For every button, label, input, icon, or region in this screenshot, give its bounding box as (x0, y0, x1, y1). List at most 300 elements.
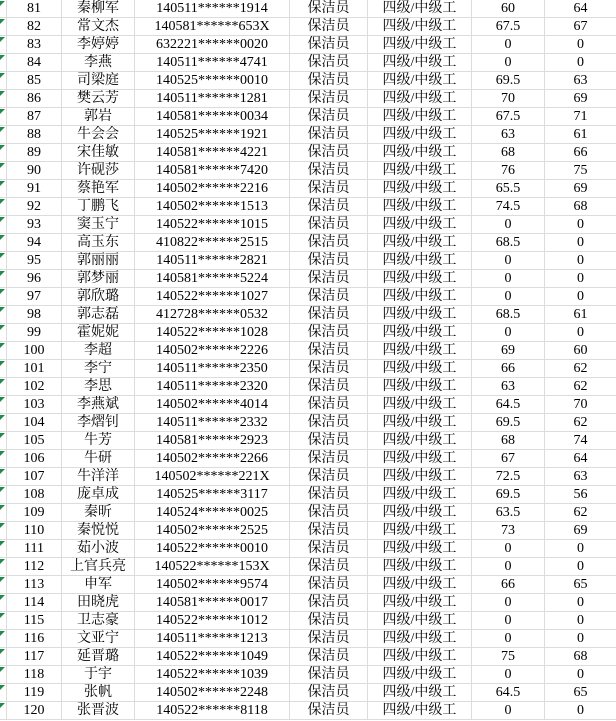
cell-score-1[interactable]: 67.5 (472, 18, 545, 36)
cell-name[interactable]: 李思 (62, 378, 135, 396)
cell-grade[interactable]: 四级/中级工 (368, 648, 472, 666)
cell-row-number[interactable]: 100 (7, 342, 62, 360)
cell-job-title[interactable]: 保洁员 (290, 414, 368, 432)
cell-name[interactable]: 李熠钊 (62, 414, 135, 432)
cell-score-2[interactable]: 0 (545, 252, 616, 270)
cell-row-number[interactable]: 103 (7, 396, 62, 414)
cell-row-number[interactable]: 87 (7, 108, 62, 126)
cell-score-1[interactable]: 0 (472, 666, 545, 684)
error-indicator-cell[interactable] (0, 378, 7, 396)
cell-id-number[interactable]: 140511******1213 (135, 630, 290, 648)
cell-id-number[interactable]: 140581******5224 (135, 270, 290, 288)
cell-name[interactable]: 常文杰 (62, 18, 135, 36)
cell-job-title[interactable]: 保洁员 (290, 18, 368, 36)
cell-job-title[interactable]: 保洁员 (290, 576, 368, 594)
error-indicator-cell[interactable] (0, 594, 7, 612)
cell-row-number[interactable]: 94 (7, 234, 62, 252)
error-indicator-cell[interactable] (0, 306, 7, 324)
cell-id-number[interactable]: 412728******0532 (135, 306, 290, 324)
cell-job-title[interactable]: 保洁员 (290, 612, 368, 630)
cell-row-number[interactable]: 98 (7, 306, 62, 324)
cell-job-title[interactable]: 保洁员 (290, 198, 368, 216)
cell-name[interactable]: 上官兵亮 (62, 558, 135, 576)
cell-row-number[interactable]: 96 (7, 270, 62, 288)
cell-id-number[interactable]: 140511******4741 (135, 54, 290, 72)
cell-score-1[interactable]: 68.5 (472, 306, 545, 324)
cell-grade[interactable]: 四级/中级工 (368, 576, 472, 594)
error-indicator-cell[interactable] (0, 396, 7, 414)
error-indicator-cell[interactable] (0, 234, 7, 252)
cell-name[interactable]: 郭志磊 (62, 306, 135, 324)
cell-name[interactable]: 牛研 (62, 450, 135, 468)
cell-job-title[interactable]: 保洁员 (290, 162, 368, 180)
cell-job-title[interactable]: 保洁员 (290, 360, 368, 378)
cell-score-1[interactable]: 63.5 (472, 504, 545, 522)
error-indicator-cell[interactable] (0, 90, 7, 108)
cell-grade[interactable]: 四级/中级工 (368, 684, 472, 702)
cell-job-title[interactable]: 保洁员 (290, 648, 368, 666)
error-indicator-cell[interactable] (0, 216, 7, 234)
cell-id-number[interactable]: 140522******1028 (135, 324, 290, 342)
cell-name[interactable]: 秦昕 (62, 504, 135, 522)
cell-score-1[interactable]: 70 (472, 90, 545, 108)
error-indicator-cell[interactable] (0, 540, 7, 558)
cell-row-number[interactable]: 102 (7, 378, 62, 396)
cell-job-title[interactable]: 保洁员 (290, 126, 368, 144)
cell-name[interactable]: 郭丽丽 (62, 252, 135, 270)
cell-score-2[interactable]: 0 (545, 540, 616, 558)
cell-score-2[interactable]: 62 (545, 504, 616, 522)
cell-id-number[interactable]: 140511******1281 (135, 90, 290, 108)
cell-job-title[interactable]: 保洁员 (290, 342, 368, 360)
cell-row-number[interactable]: 120 (7, 702, 62, 720)
cell-grade[interactable]: 四级/中级工 (368, 612, 472, 630)
cell-grade[interactable]: 四级/中级工 (368, 72, 472, 90)
cell-score-1[interactable]: 65.5 (472, 180, 545, 198)
cell-id-number[interactable]: 140522******8118 (135, 702, 290, 720)
cell-id-number[interactable]: 140525******0010 (135, 72, 290, 90)
cell-job-title[interactable]: 保洁员 (290, 270, 368, 288)
cell-name[interactable]: 卫志豪 (62, 612, 135, 630)
cell-job-title[interactable]: 保洁员 (290, 144, 368, 162)
cell-row-number[interactable]: 90 (7, 162, 62, 180)
cell-row-number[interactable]: 104 (7, 414, 62, 432)
cell-id-number[interactable]: 140511******1914 (135, 0, 290, 18)
cell-job-title[interactable]: 保洁员 (290, 396, 368, 414)
cell-job-title[interactable]: 保洁员 (290, 594, 368, 612)
cell-score-1[interactable]: 0 (472, 594, 545, 612)
cell-score-1[interactable]: 0 (472, 540, 545, 558)
cell-score-1[interactable]: 63 (472, 378, 545, 396)
cell-id-number[interactable]: 140502******2525 (135, 522, 290, 540)
cell-job-title[interactable]: 保洁员 (290, 702, 368, 720)
cell-row-number[interactable]: 82 (7, 18, 62, 36)
cell-name[interactable]: 窦玉宁 (62, 216, 135, 234)
cell-name[interactable]: 申军 (62, 576, 135, 594)
cell-score-2[interactable]: 69 (545, 180, 616, 198)
cell-score-2[interactable]: 67 (545, 18, 616, 36)
error-indicator-cell[interactable] (0, 108, 7, 126)
cell-score-2[interactable]: 0 (545, 270, 616, 288)
cell-score-2[interactable]: 69 (545, 522, 616, 540)
cell-score-2[interactable]: 65 (545, 576, 616, 594)
cell-score-2[interactable]: 56 (545, 486, 616, 504)
cell-row-number[interactable]: 101 (7, 360, 62, 378)
error-indicator-cell[interactable] (0, 486, 7, 504)
cell-score-2[interactable]: 62 (545, 360, 616, 378)
cell-id-number[interactable]: 140581******4221 (135, 144, 290, 162)
cell-job-title[interactable]: 保洁员 (290, 72, 368, 90)
cell-score-2[interactable]: 61 (545, 306, 616, 324)
error-indicator-cell[interactable] (0, 504, 7, 522)
cell-job-title[interactable]: 保洁员 (290, 666, 368, 684)
cell-row-number[interactable]: 83 (7, 36, 62, 54)
cell-name[interactable]: 司梁庭 (62, 72, 135, 90)
cell-name[interactable]: 高玉东 (62, 234, 135, 252)
cell-grade[interactable]: 四级/中级工 (368, 378, 472, 396)
cell-grade[interactable]: 四级/中级工 (368, 36, 472, 54)
cell-score-1[interactable]: 67 (472, 450, 545, 468)
cell-name[interactable]: 郭岩 (62, 108, 135, 126)
cell-score-2[interactable]: 0 (545, 630, 616, 648)
cell-name[interactable]: 牛芳 (62, 432, 135, 450)
error-indicator-cell[interactable] (0, 702, 7, 720)
error-indicator-cell[interactable] (0, 558, 7, 576)
cell-id-number[interactable]: 140511******2332 (135, 414, 290, 432)
cell-id-number[interactable]: 632221******0020 (135, 36, 290, 54)
cell-score-1[interactable]: 0 (472, 252, 545, 270)
cell-job-title[interactable]: 保洁员 (290, 306, 368, 324)
cell-id-number[interactable]: 140511******2320 (135, 378, 290, 396)
cell-grade[interactable]: 四级/中级工 (368, 180, 472, 198)
cell-grade[interactable]: 四级/中级工 (368, 126, 472, 144)
cell-name[interactable]: 牛洋洋 (62, 468, 135, 486)
cell-score-1[interactable]: 0 (472, 54, 545, 72)
cell-id-number[interactable]: 410822******2515 (135, 234, 290, 252)
cell-grade[interactable]: 四级/中级工 (368, 522, 472, 540)
cell-score-1[interactable]: 0 (472, 216, 545, 234)
cell-id-number[interactable]: 140502******9574 (135, 576, 290, 594)
cell-score-1[interactable]: 69.5 (472, 72, 545, 90)
error-indicator-cell[interactable] (0, 450, 7, 468)
cell-score-1[interactable]: 0 (472, 270, 545, 288)
cell-grade[interactable]: 四级/中级工 (368, 288, 472, 306)
cell-score-1[interactable]: 0 (472, 702, 545, 720)
cell-score-2[interactable]: 75 (545, 162, 616, 180)
cell-score-2[interactable]: 64 (545, 0, 616, 18)
cell-name[interactable]: 郭梦丽 (62, 270, 135, 288)
cell-job-title[interactable]: 保洁员 (290, 558, 368, 576)
cell-name[interactable]: 于宇 (62, 666, 135, 684)
cell-job-title[interactable]: 保洁员 (290, 504, 368, 522)
cell-grade[interactable]: 四级/中级工 (368, 414, 472, 432)
cell-job-title[interactable]: 保洁员 (290, 0, 368, 18)
cell-id-number[interactable]: 140581******2923 (135, 432, 290, 450)
cell-row-number[interactable]: 116 (7, 630, 62, 648)
cell-id-number[interactable]: 140524******0025 (135, 504, 290, 522)
cell-score-2[interactable]: 68 (545, 648, 616, 666)
error-indicator-cell[interactable] (0, 252, 7, 270)
cell-grade[interactable]: 四级/中级工 (368, 252, 472, 270)
cell-id-number[interactable]: 140525******1921 (135, 126, 290, 144)
error-indicator-cell[interactable] (0, 180, 7, 198)
cell-score-1[interactable]: 64.5 (472, 396, 545, 414)
cell-grade[interactable]: 四级/中级工 (368, 54, 472, 72)
cell-job-title[interactable]: 保洁员 (290, 432, 368, 450)
error-indicator-cell[interactable] (0, 414, 7, 432)
cell-grade[interactable]: 四级/中级工 (368, 486, 472, 504)
error-indicator-cell[interactable] (0, 72, 7, 90)
cell-row-number[interactable]: 92 (7, 198, 62, 216)
cell-score-1[interactable]: 0 (472, 288, 545, 306)
cell-score-2[interactable]: 61 (545, 126, 616, 144)
cell-name[interactable]: 牛会会 (62, 126, 135, 144)
cell-id-number[interactable]: 140581******0017 (135, 594, 290, 612)
cell-id-number[interactable]: 140581******0034 (135, 108, 290, 126)
cell-id-number[interactable]: 140502******2248 (135, 684, 290, 702)
cell-row-number[interactable]: 105 (7, 432, 62, 450)
cell-row-number[interactable]: 111 (7, 540, 62, 558)
cell-row-number[interactable]: 114 (7, 594, 62, 612)
cell-score-2[interactable]: 0 (545, 54, 616, 72)
cell-score-1[interactable]: 66 (472, 576, 545, 594)
cell-id-number[interactable]: 140522******153X (135, 558, 290, 576)
cell-job-title[interactable]: 保洁员 (290, 252, 368, 270)
cell-grade[interactable]: 四级/中级工 (368, 162, 472, 180)
error-indicator-cell[interactable] (0, 162, 7, 180)
cell-id-number[interactable]: 140522******0010 (135, 540, 290, 558)
cell-score-2[interactable]: 65 (545, 684, 616, 702)
cell-score-2[interactable]: 0 (545, 666, 616, 684)
cell-name[interactable]: 秦悦悦 (62, 522, 135, 540)
cell-name[interactable]: 李婷婷 (62, 36, 135, 54)
cell-score-1[interactable]: 69.5 (472, 486, 545, 504)
cell-job-title[interactable]: 保洁员 (290, 540, 368, 558)
cell-name[interactable]: 李燕斌 (62, 396, 135, 414)
cell-name[interactable]: 宋佳敏 (62, 144, 135, 162)
cell-score-1[interactable]: 68 (472, 144, 545, 162)
error-indicator-cell[interactable] (0, 126, 7, 144)
error-indicator-cell[interactable] (0, 648, 7, 666)
cell-job-title[interactable]: 保洁员 (290, 216, 368, 234)
cell-grade[interactable]: 四级/中级工 (368, 342, 472, 360)
cell-score-2[interactable]: 66 (545, 144, 616, 162)
cell-row-number[interactable]: 112 (7, 558, 62, 576)
cell-row-number[interactable]: 86 (7, 90, 62, 108)
cell-id-number[interactable]: 140525******3117 (135, 486, 290, 504)
cell-grade[interactable]: 四级/中级工 (368, 360, 472, 378)
cell-id-number[interactable]: 140511******2350 (135, 360, 290, 378)
cell-job-title[interactable]: 保洁员 (290, 450, 368, 468)
cell-job-title[interactable]: 保洁员 (290, 630, 368, 648)
cell-row-number[interactable]: 88 (7, 126, 62, 144)
cell-row-number[interactable]: 89 (7, 144, 62, 162)
cell-score-2[interactable]: 0 (545, 288, 616, 306)
cell-grade[interactable]: 四级/中级工 (368, 432, 472, 450)
cell-job-title[interactable]: 保洁员 (290, 90, 368, 108)
cell-grade[interactable]: 四级/中级工 (368, 324, 472, 342)
cell-score-2[interactable]: 62 (545, 414, 616, 432)
cell-score-1[interactable]: 75 (472, 648, 545, 666)
cell-job-title[interactable]: 保洁员 (290, 684, 368, 702)
cell-score-2[interactable]: 63 (545, 468, 616, 486)
cell-score-1[interactable]: 0 (472, 612, 545, 630)
cell-score-2[interactable]: 68 (545, 198, 616, 216)
cell-job-title[interactable]: 保洁员 (290, 36, 368, 54)
cell-score-1[interactable]: 67.5 (472, 108, 545, 126)
cell-id-number[interactable]: 140511******2821 (135, 252, 290, 270)
cell-name[interactable]: 文亚宁 (62, 630, 135, 648)
cell-score-2[interactable]: 0 (545, 234, 616, 252)
cell-id-number[interactable]: 140581******653X (135, 18, 290, 36)
cell-name[interactable]: 丁鹏飞 (62, 198, 135, 216)
error-indicator-cell[interactable] (0, 0, 7, 18)
cell-grade[interactable]: 四级/中级工 (368, 594, 472, 612)
cell-id-number[interactable]: 140502******2266 (135, 450, 290, 468)
cell-id-number[interactable]: 140502******221X (135, 468, 290, 486)
cell-row-number[interactable]: 109 (7, 504, 62, 522)
cell-row-number[interactable]: 81 (7, 0, 62, 18)
cell-row-number[interactable]: 113 (7, 576, 62, 594)
cell-job-title[interactable]: 保洁员 (290, 108, 368, 126)
cell-name[interactable]: 樊云芳 (62, 90, 135, 108)
error-indicator-cell[interactable] (0, 612, 7, 630)
error-indicator-cell[interactable] (0, 666, 7, 684)
cell-name[interactable]: 许砚莎 (62, 162, 135, 180)
cell-row-number[interactable]: 108 (7, 486, 62, 504)
cell-row-number[interactable]: 110 (7, 522, 62, 540)
cell-row-number[interactable]: 95 (7, 252, 62, 270)
cell-grade[interactable]: 四级/中级工 (368, 108, 472, 126)
cell-grade[interactable]: 四级/中级工 (368, 558, 472, 576)
cell-row-number[interactable]: 106 (7, 450, 62, 468)
cell-id-number[interactable]: 140522******1012 (135, 612, 290, 630)
error-indicator-cell[interactable] (0, 270, 7, 288)
error-indicator-cell[interactable] (0, 54, 7, 72)
error-indicator-cell[interactable] (0, 36, 7, 54)
error-indicator-cell[interactable] (0, 576, 7, 594)
cell-grade[interactable]: 四级/中级工 (368, 270, 472, 288)
cell-row-number[interactable]: 99 (7, 324, 62, 342)
cell-job-title[interactable]: 保洁员 (290, 486, 368, 504)
cell-score-1[interactable]: 66 (472, 360, 545, 378)
cell-score-1[interactable]: 0 (472, 630, 545, 648)
cell-row-number[interactable]: 115 (7, 612, 62, 630)
cell-grade[interactable]: 四级/中级工 (368, 540, 472, 558)
cell-row-number[interactable]: 119 (7, 684, 62, 702)
cell-score-2[interactable]: 64 (545, 450, 616, 468)
cell-id-number[interactable]: 140522******1027 (135, 288, 290, 306)
cell-row-number[interactable]: 93 (7, 216, 62, 234)
cell-score-2[interactable]: 0 (545, 594, 616, 612)
cell-score-1[interactable]: 0 (472, 324, 545, 342)
cell-name[interactable]: 庞卓成 (62, 486, 135, 504)
cell-score-2[interactable]: 0 (545, 216, 616, 234)
cell-row-number[interactable]: 84 (7, 54, 62, 72)
cell-id-number[interactable]: 140502******2226 (135, 342, 290, 360)
cell-id-number[interactable]: 140522******1049 (135, 648, 290, 666)
error-indicator-cell[interactable] (0, 360, 7, 378)
cell-row-number[interactable]: 117 (7, 648, 62, 666)
cell-score-1[interactable]: 69 (472, 342, 545, 360)
cell-grade[interactable]: 四级/中级工 (368, 306, 472, 324)
error-indicator-cell[interactable] (0, 198, 7, 216)
cell-score-1[interactable]: 60 (472, 0, 545, 18)
cell-job-title[interactable]: 保洁员 (290, 324, 368, 342)
cell-name[interactable]: 茹小波 (62, 540, 135, 558)
cell-grade[interactable]: 四级/中级工 (368, 468, 472, 486)
cell-name[interactable]: 蔡艳军 (62, 180, 135, 198)
cell-job-title[interactable]: 保洁员 (290, 288, 368, 306)
error-indicator-cell[interactable] (0, 522, 7, 540)
error-indicator-cell[interactable] (0, 684, 7, 702)
cell-name[interactable]: 田晓虎 (62, 594, 135, 612)
cell-grade[interactable]: 四级/中级工 (368, 504, 472, 522)
cell-id-number[interactable]: 140522******1039 (135, 666, 290, 684)
cell-row-number[interactable]: 91 (7, 180, 62, 198)
cell-job-title[interactable]: 保洁员 (290, 378, 368, 396)
cell-id-number[interactable]: 140502******4014 (135, 396, 290, 414)
cell-score-1[interactable]: 76 (472, 162, 545, 180)
cell-name[interactable]: 李超 (62, 342, 135, 360)
cell-score-1[interactable]: 69.5 (472, 414, 545, 432)
error-indicator-cell[interactable] (0, 342, 7, 360)
cell-grade[interactable]: 四级/中级工 (368, 702, 472, 720)
cell-name[interactable]: 秦柳军 (62, 0, 135, 18)
cell-row-number[interactable]: 97 (7, 288, 62, 306)
cell-score-2[interactable]: 74 (545, 432, 616, 450)
cell-score-2[interactable]: 60 (545, 342, 616, 360)
cell-score-1[interactable]: 64.5 (472, 684, 545, 702)
cell-name[interactable]: 张帆 (62, 684, 135, 702)
cell-name[interactable]: 李宁 (62, 360, 135, 378)
cell-score-1[interactable]: 73 (472, 522, 545, 540)
cell-score-1[interactable]: 68 (472, 432, 545, 450)
cell-row-number[interactable]: 107 (7, 468, 62, 486)
cell-job-title[interactable]: 保洁员 (290, 468, 368, 486)
cell-score-2[interactable]: 0 (545, 558, 616, 576)
cell-grade[interactable]: 四级/中级工 (368, 0, 472, 18)
cell-id-number[interactable]: 140502******1513 (135, 198, 290, 216)
cell-grade[interactable]: 四级/中级工 (368, 666, 472, 684)
cell-score-1[interactable]: 72.5 (472, 468, 545, 486)
error-indicator-cell[interactable] (0, 18, 7, 36)
cell-job-title[interactable]: 保洁员 (290, 234, 368, 252)
cell-name[interactable]: 延晋璐 (62, 648, 135, 666)
cell-score-1[interactable]: 63 (472, 126, 545, 144)
cell-grade[interactable]: 四级/中级工 (368, 630, 472, 648)
cell-grade[interactable]: 四级/中级工 (368, 144, 472, 162)
cell-id-number[interactable]: 140502******2216 (135, 180, 290, 198)
cell-score-1[interactable]: 0 (472, 36, 545, 54)
error-indicator-cell[interactable] (0, 468, 7, 486)
cell-grade[interactable]: 四级/中级工 (368, 396, 472, 414)
cell-grade[interactable]: 四级/中级工 (368, 450, 472, 468)
cell-score-2[interactable]: 63 (545, 72, 616, 90)
error-indicator-cell[interactable] (0, 432, 7, 450)
cell-row-number[interactable]: 118 (7, 666, 62, 684)
cell-name[interactable]: 张晋波 (62, 702, 135, 720)
cell-score-2[interactable]: 0 (545, 702, 616, 720)
cell-score-2[interactable]: 0 (545, 36, 616, 54)
cell-score-2[interactable]: 69 (545, 90, 616, 108)
cell-job-title[interactable]: 保洁员 (290, 180, 368, 198)
cell-row-number[interactable]: 85 (7, 72, 62, 90)
error-indicator-cell[interactable] (0, 630, 7, 648)
cell-job-title[interactable]: 保洁员 (290, 522, 368, 540)
cell-score-1[interactable]: 68.5 (472, 234, 545, 252)
cell-score-2[interactable]: 0 (545, 612, 616, 630)
